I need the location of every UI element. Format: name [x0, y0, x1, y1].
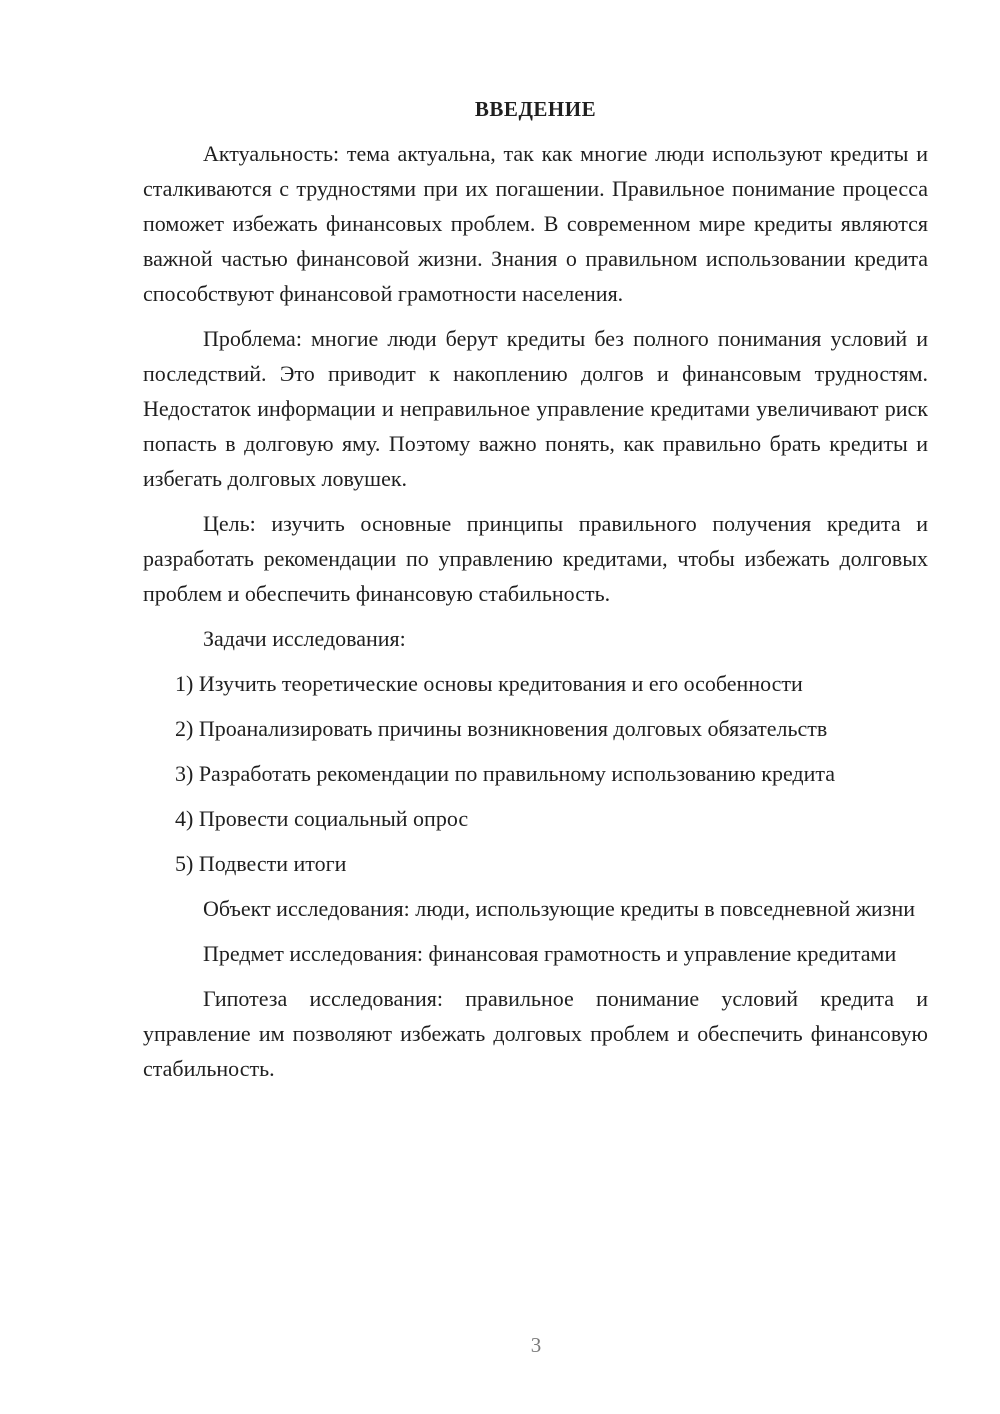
- paragraph-goal: Цель: изучить основные принципы правильного получения кредита и разработать рекомендации по управлению кредитами, чтобы избежать долговых проблем и обеспечить финансовую стабильность.: [143, 511, 928, 606]
- paragraph-object: Объект исследования: люди, использующие кредиты в повседневной жизни: [203, 896, 916, 921]
- page-number: 3: [530, 1333, 542, 1357]
- paragraph-hypothesis: Гипотеза исследования: правильное понимание условий кредита и управление им позволяют избежать долговых проблем и обеспечить финансовую стабильность.: [143, 986, 928, 1081]
- paragraph-problem: Проблема: многие люди берут кредиты без полного понимания условий и последствий. Это приводит к накоплению долгов и финансовым трудностям. Недостаток информации и неправильное управление кредитами увеличивают риск попасть в долговую яму. Поэтому важно понять, как правильно брать кредиты и избегать долговых ловушек.: [143, 326, 928, 491]
- task-item-1: 1) Изучить теоретические основы кредитования и его особенности: [175, 671, 803, 696]
- paragraph-relevance: Актуальность: тема актуальна, так как многие люди используют кредиты и сталкиваются с трудностями при их погашении. Правильное понимание процесса поможет избежать финансовых проблем. В современном мире кредиты являются важной частью финансовой жизни. Знания о правильном использовании кредита способствуют финансовой грамотности населения.: [143, 141, 928, 306]
- section-title: ВВЕДЕНИЕ: [474, 97, 597, 121]
- task-item-2: 2) Проанализировать причины возникновения долговых обязательств: [175, 716, 828, 741]
- task-item-3: 3) Разработать рекомендации по правильному использованию кредита: [175, 761, 836, 786]
- task-item-5: 5) Подвести итоги: [175, 851, 347, 876]
- paragraph-subject: Предмет исследования: финансовая грамотность и управление кредитами: [203, 941, 897, 966]
- document-body: [143, 92, 928, 1096]
- tasks-heading: Задачи исследования:: [203, 626, 406, 651]
- task-item-4: 4) Провести социальный опрос: [175, 806, 469, 831]
